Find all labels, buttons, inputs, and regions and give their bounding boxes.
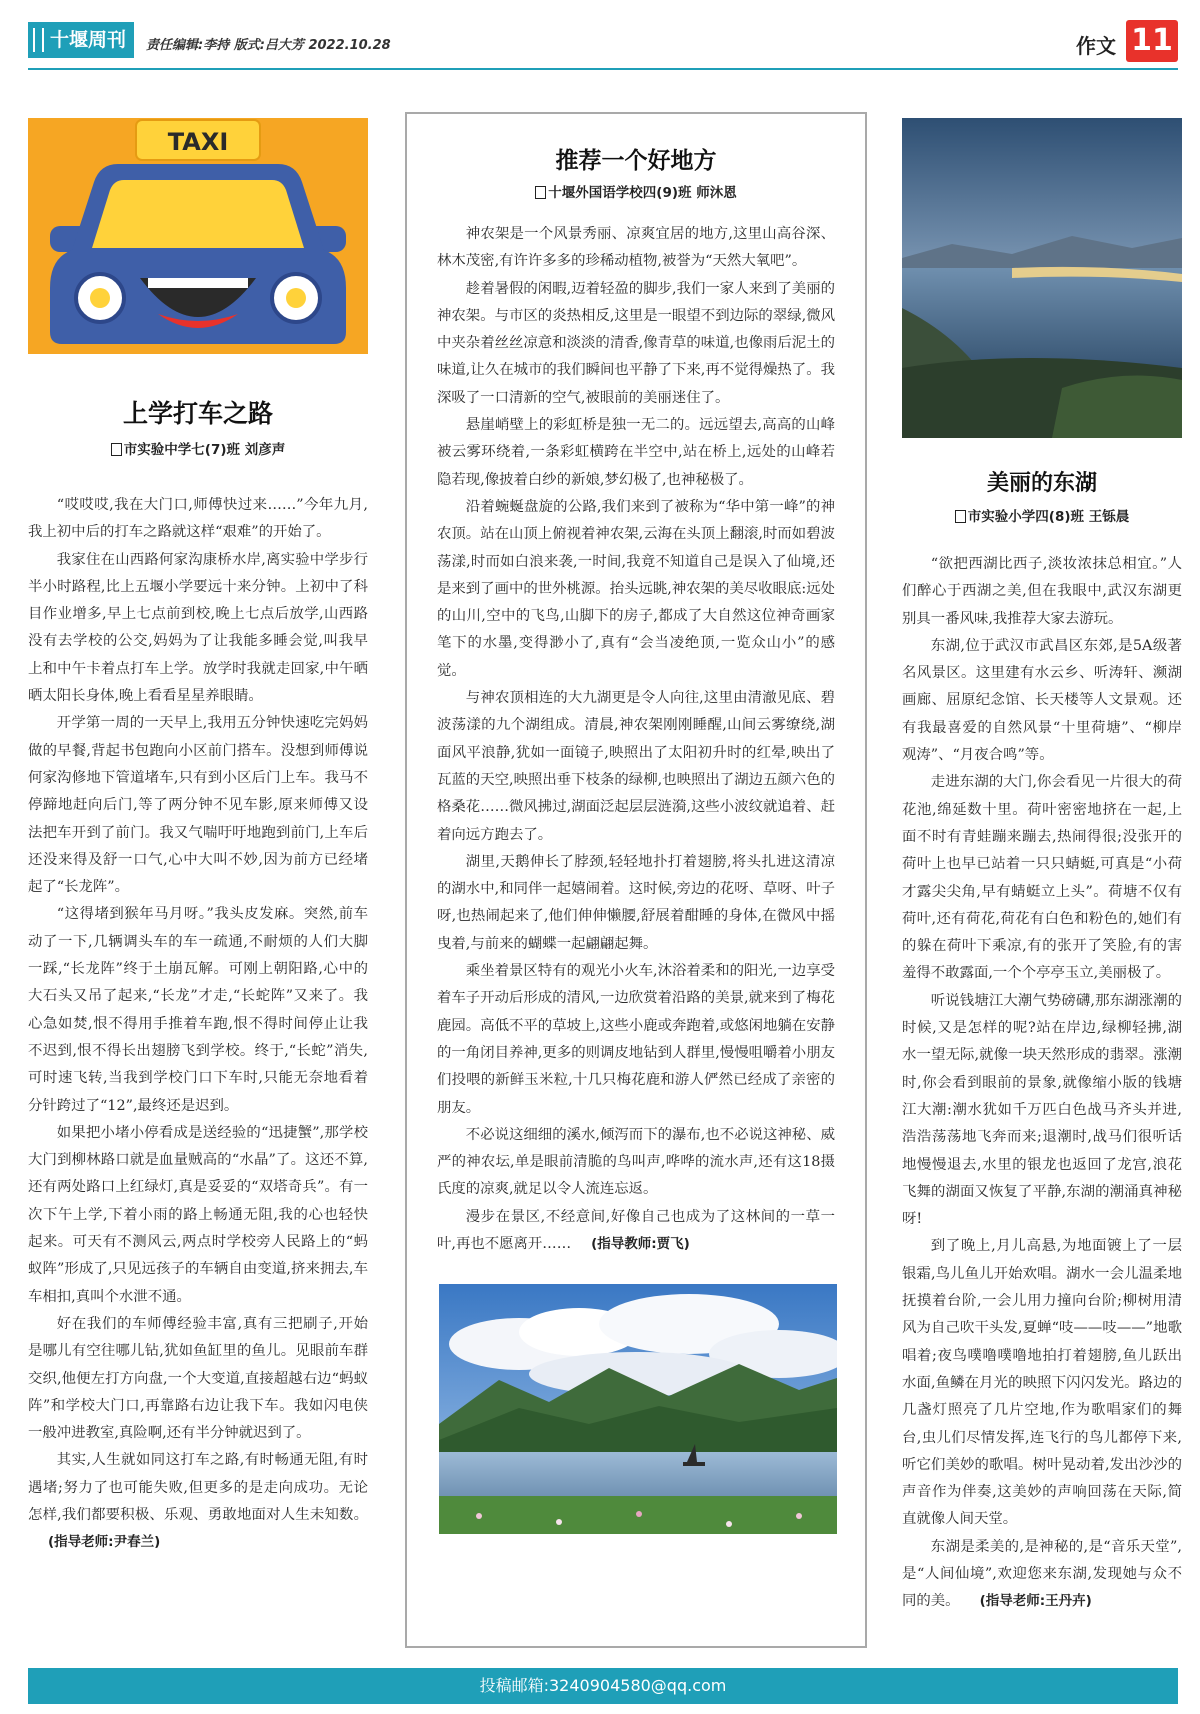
paragraph: 与神农顶相连的大九湖更是令人向往,这里由清澈见底、碧波荡漾的九个湖组成。清晨,神农架刚刚睡醒,山间云雾缭绕,湖面风平浪静,犹如一面镜子,映照出了太阳初升时的红晕,映出了瓦蓝的天空,映照出垂下枝条的绿柳,也映照出了湖边五颜六色的格桑花……微风拂过,湖面泛起层层涟漪,这些小波纹就追着、赶着向远方跑去了。 [437,690,835,843]
middle-article-body [437,221,835,1258]
mountain-lake-photo [439,1284,837,1534]
right-article-title: 美丽的东湖 [986,470,1097,496]
masthead-mark-icon [33,28,44,52]
paragraph: 漫步在景区,不经意间,好像自己也成为了这林间的一草一叶,再也不愿离开…… (指导教师:贾飞) [437,1208,835,1252]
right-article-body [902,551,1182,1616]
middle-article-title: 推荐一个好地方 [555,147,717,174]
page-number-badge: 11 [1126,20,1178,62]
byline-box-icon [955,510,966,523]
middle-article [405,112,867,1648]
paragraph: 湖里,天鹅伸长了脖颈,轻轻地扑打着翅膀,将头扎进这清凉的湖水中,和同伴一起嬉闹着。这时候,旁边的花呀、草呀、叶子呀,也热闹起来了,他们伸伸懒腰,舒展着酣睡的身体,在微风中摇曳着,与前来的蝴蝶一起翩翩起舞。 [437,853,835,952]
byline-box-icon [111,443,122,456]
middle-article-byline: 十堰外国语学校四(9)班 师沐恩 [437,181,835,201]
middle-article-teacher: (指导教师:贾飞) [591,1235,690,1252]
paragraph: 悬崖峭壁上的彩虹桥是独一无二的。远远望去,高高的山峰被云雾环绕着,一条彩虹横跨在半空中,站在桥上,远处的山峰若隐若现,像披着白纱的新娘,梦幻极了,也神秘极了。 [437,417,835,488]
paragraph: 乘坐着景区特有的观光小火车,沐浴着柔和的阳光,一边享受着车子开动后形成的清风,一边欣赏着沿路的美景,就来到了梅花鹿园。高低不平的草坡上,这些小鹿或奔跑着,或悠闲地躺在安静的一角闭目养神,更多的则调皮地钻到人群里,慢慢咀嚼着小朋友们投喂的新鲜玉米粒,十几只梅花鹿和游人俨然已经成了亲密的朋友。 [437,963,835,1116]
taxi-illustration [28,118,368,354]
masthead-title: 十堰周刊 [50,29,127,51]
landscape-photo-icon [439,1284,837,1534]
taxi-sign-text: TAXI [167,128,229,156]
paragraph: “这得堵到猴年马月呀。”我头皮发麻。突然,前车动了一下,几辆调头车的车一疏通,不耐烦的人们大脚一踩,“长龙阵”终于土崩瓦解。可刚上朝阳路,心中的大石头又吊了起来,“长龙”才走,“长蛇阵”又来了。我心急如焚,恨不得用手推着车跑,恨不得时间停止让我不迟到,恨不得长出翅膀飞到学校。终于,“长蛇”消失,可时速飞转,当我到学校门口下车时,只能无奈地看着分针跨过了“12”,最终还是迟到。 [28,906,368,1114]
paragraph: 东湖是柔美的,是神秘的,是“音乐天堂”,是“人间仙境”,欢迎您来东湖,发现她与众不同的美。 (指导老师:王丹卉) [902,1538,1182,1610]
paragraph: 东湖,位于武汉市武昌区东郊,是5A级著名风景区。这里建有水云乡、听涛轩、濒湖画廊、屈原纪念馆、长天楼等人文景观。还有我最喜爱的自然风景“十里荷塘”、“柳岸观涛”、“月夜合鸣”等。 [902,637,1182,764]
left-article-teacher: (指导老师:尹春兰) [48,1534,161,1551]
lake-photo-icon [902,118,1182,438]
paragraph: 趁着暑假的闲暇,迈着轻盈的脚步,我们一家人来到了美丽的神农架。与市区的炎热相反,这里是一眼望不到边际的翠绿,微风中夹杂着丝丝凉意和淡淡的清香,像青草的味道,也像雨后泥土的味道,让久在城市的我们瞬间也平静了下来,再不觉得燥热了。我深吸了一口清新的空气,被眼前的美丽迷住了。 [437,280,835,406]
paragraph: 如果把小堵小停看成是送经验的“迅捷蟹”,那学校大门到柳林路口就是血量贼高的“水晶”了。这还不算,还有两处路口上红绿灯,真是妥妥的“双塔奇兵”。有一次下午上学,下着小雨的路上畅通无阻,我的心也轻快起来。可天有不测风云,两点时学校旁人民路上的“蚂蚁阵”形成了,只见远孩子的车辆自由变道,挤来拥去,车车相扣,真叫个水泄不通。 [28,1124,368,1305]
east-lake-photo [902,118,1182,438]
paragraph: 到了晚上,月儿高悬,为地面镀上了一层银霜,鸟儿鱼儿开始欢唱。湖水一会儿温柔地抚摸着台阶,一会儿用力撞向台阶;柳树用清风为自己吹干头发,夏蝉“吱——吱——”地歌唱着;夜鸟噗噜噗噜地拍打着翅膀,鱼儿跃出水面,鱼鳞在月光的映照下闪闪发光。路边的几盏灯照亮了几片空地,作为歌唱家们的舞台,虫儿们尽情发挥,连飞行的鸟儿都停下来,听它们美妙的歌唱。树叶晃动着,发出沙沙的声音作为伴奏,这美妙的声响回荡在天际,简直就像人间天堂。 [902,1238,1182,1528]
paragraph: 走进东湖的大门,你会看见一片很大的荷花池,绵延数十里。荷叶密密地挤在一起,上面不时有青蛙蹦来蹦去,热闹得很;没张开的荷叶上也早已站着一只只蜻蜓,可真是“小荷才露尖尖角,早有蜻蜓立上头”。荷塘不仅有荷叶,还有荷花,荷花有白色和粉色的,她们有的躲在荷叶下乘凉,有的张开了笑脸,有的害羞得不敢露面,一个个亭亭玉立,美丽极了。 [902,774,1182,982]
header-divider [28,68,1178,70]
submission-email-bar: 投稿邮箱:3240904580@qq.com [28,1668,1178,1704]
page-header [28,20,1178,64]
paragraph: “哎哎哎,我在大门口,师傅快过来……”今年九月,我上初中后的打车之路就这样“艰难”的开始了。 [28,497,368,541]
paragraph: 不必说这细细的溪水,倾泻而下的瀑布,也不必说这神秘、威严的神农坛,单是眼前清脆的鸟叫声,哗哗的流水声,还有这18摄氏度的凉爽,就足以令人流连忘返。 [437,1126,835,1198]
paragraph: 神农架是一个风景秀丽、凉爽宜居的地方,这里山高谷深、林木茂密,有许许多多的珍稀动植物,被誉为“天然大氧吧”。 [437,226,835,270]
right-article-teacher: (指导老师:王丹卉) [979,1593,1092,1610]
paragraph: 其实,人生就如同这打车之路,有时畅通无阻,有时遇堵;努力了也可能失败,但更多的是走向成功。无论怎样,我们都要积极、乐观、勇敢地面对人生未知数。(指导老师:尹春兰) [28,1452,368,1551]
paragraph: 沿着蜿蜒盘旋的公路,我们来到了被称为“华中第一峰”的神农顶。站在山顶上俯视着神农架,云海在头顶上翻滚,时而如碧波荡漾,时而如白浪来袭,一时间,我竟不知道自己是误入了仙境,还是来到了画中的世外桃源。抬头远眺,神农架的美尽收眼底:远处的山川,空中的飞鸟,山脚下的房子,都成了大自然这位神奇画家笔下的水墨,变得渺小了,真有“会当凌绝顶,一览众山小”的感觉。 [437,498,835,679]
editor-credits: 责任编辑:李持 版式:吕大芳 2022.10.28 [146,38,391,53]
paragraph: 听说钱塘江大潮气势磅礴,那东湖涨潮的时候,又是怎样的呢?站在岸边,绿柳轻拂,湖水一望无际,就像一块天然形成的翡翠。涨潮时,你会看到眼前的景象,就像缩小版的钱塘江大潮:潮水犹如千万匹白色战马齐头并进,浩浩荡荡地飞奔而来;退潮时,战马们很听话地慢慢退去,水里的银龙也返回了龙宫,浪花飞舞的湖面又恢复了平静,东湖的潮涌真神秘呀! [902,992,1182,1228]
left-article [28,118,368,1557]
right-article [902,118,1182,1616]
right-article-byline: 市实验小学四(8)班 王铄晨 [902,505,1182,525]
left-article-title: 上学打车之路 [122,399,273,428]
taxi-icon [28,118,368,354]
left-article-body [28,492,368,1557]
left-article-byline: 市实验中学七(7)班 刘彦声 [28,438,368,458]
masthead-logo [28,22,134,58]
byline-box-icon [535,186,546,199]
paragraph: 我家住在山西路何家沟康桥水岸,离实验中学步行半小时路程,比上五堰小学要远十来分钟。上初中了科目作业增多,早上七点前到校,晚上七点后放学,山西路没有去学校的公交,妈妈为了让我能多睡会觉,叫我早上和中午卡着点打车上学。放学时我就走回家,中午晒晒太阳长身体,晚上看看星星养眼睛。 [28,551,368,705]
paragraph: “欲把西湖比西子,淡妆浓抹总相宜。”人们醉心于西湖之美,但在我眼中,武汉东湖更别具一番风味,我推荐大家去游玩。 [902,556,1182,627]
paragraph: 开学第一周的一天早上,我用五分钟快速吃完妈妈做的早餐,背起书包跑向小区前门搭车。没想到师傅说何家沟修地下管道堵车,只有到小区后门上车。我马不停蹄地赶向后门,等了两分钟不见车影,原来师傅又设法把车开到了前门。我又气喘吁吁地跑到前门,上车后还没来得及舒一口气,心中大叫不妙,因为前方已经堵起了“长龙阵”。 [28,715,368,896]
paragraph: 好在我们的车师傅经验丰富,真有三把刷子,开始是哪儿有空往哪儿钻,犹如鱼缸里的鱼儿。见眼前车群交织,他便左打方向盘,一个大变道,直接超越右边“蚂蚁阵”和学校大门口,再靠路右边让我下车。我如闪电侠一般冲进教室,真险啊,还有半分钟就迟到了。 [28,1315,368,1442]
section-name: 作文 [1076,34,1116,58]
